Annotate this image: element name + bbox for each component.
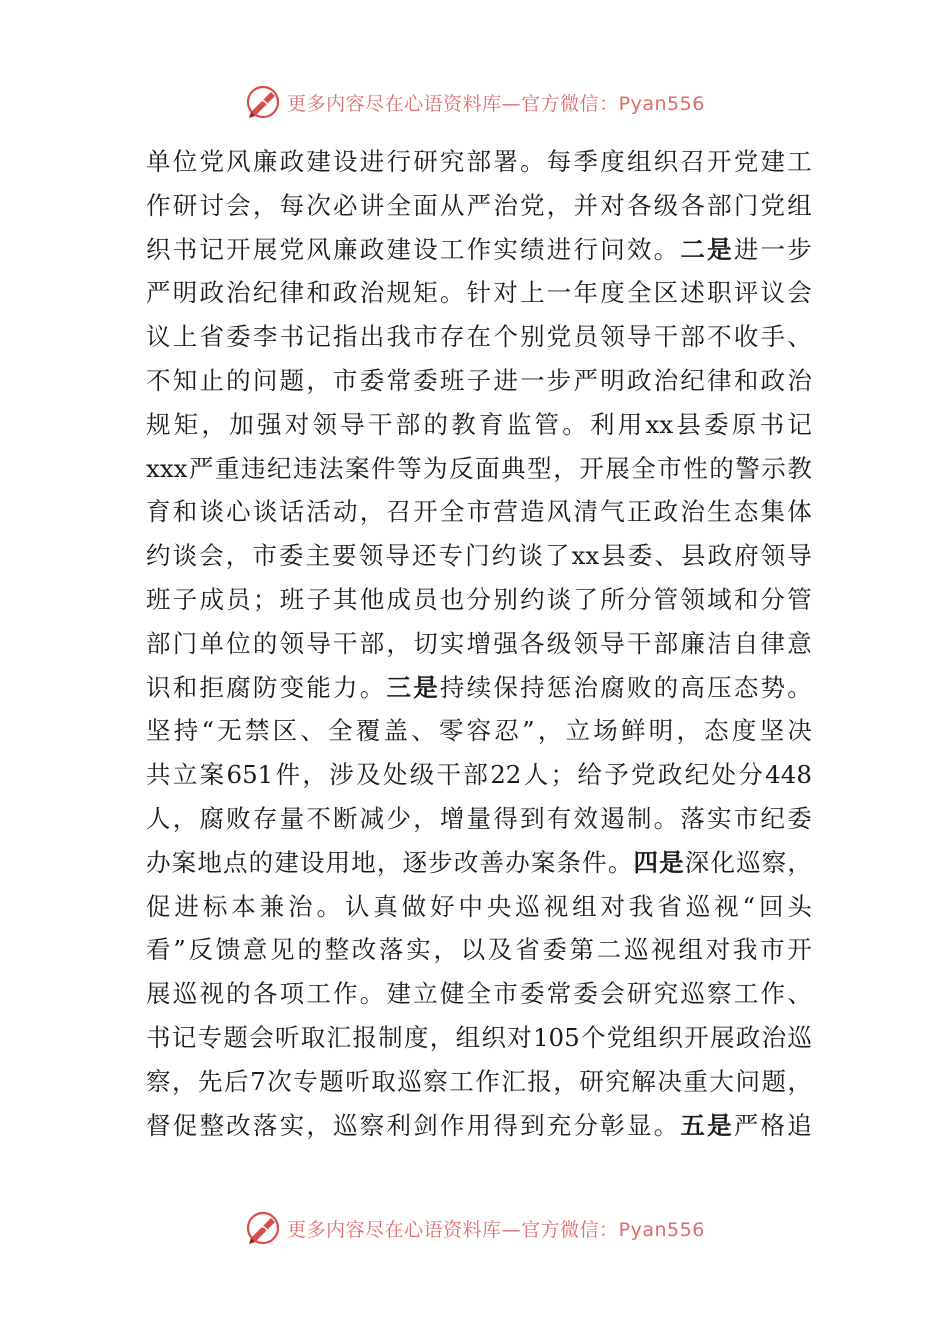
- body-line: 促 进 标 本 兼 治 。 认 真 做 好 中 央 巡 视 组 对 我 省 巡 视 “ 回 头: [146, 891, 812, 921]
- footer-banner-text: 更多内容尽在心语资料库—官方微信：Pyan556: [287, 1218, 705, 1241]
- body-line: 共 立 案 651 件 ， 涉 及 处 级 干 部 22 人 ； 给 予 党 政 纪 处 分 448: [146, 760, 812, 790]
- pen-logo-icon: [245, 84, 281, 120]
- body-line: 织 书 记 开 展 党 风 廉 政 建 设 工 作 实 绩 进 行 问 效 。 二 是 进 一 步: [146, 234, 812, 264]
- document-body: [146, 140, 812, 1147]
- body-line: 察 ， 先 后 7 次 专 题 听 取 巡 察 工 作 汇 报 ， 研 究 解 决 重 大 问 题 ，: [146, 1066, 812, 1096]
- body-line: 看 ” 反 馈 意 见 的 整 改 落 实 ， 以 及 省 委 第 二 巡 视 组 对 我 市 开: [146, 935, 812, 965]
- footer-banner: [0, 1208, 950, 1248]
- header-banner: [0, 82, 950, 122]
- body-line: 书 记 专 题 会 听 取 汇 报 制 度 ， 组 织 对 105 个 党 组 织 开 展 政 治 巡: [146, 1022, 812, 1052]
- pen-logo-icon: [245, 1210, 281, 1246]
- body-line: 约 谈 会 ， 市 委 主 要 领 导 还 专 门 约 谈 了 xx 县 委 、 县 政 府 领 导: [146, 541, 812, 571]
- body-line: 议 上 省 委 李 书 记 指 出 我 市 存 在 个 别 党 员 领 导 干 部 不 收 手 、: [146, 322, 812, 352]
- body-line: 督 促 整 改 落 实 ， 巡 察 利 剑 作 用 得 到 充 分 彰 显 。 五 是 严 格 追: [146, 1110, 812, 1140]
- body-line: 规 矩 ， 加 强 对 领 导 干 部 的 教 育 监 管 。 利 用 xx 县 委 原 书 记: [146, 409, 812, 439]
- body-line: 部 门 单 位 的 领 导 干 部 ， 切 实 增 强 各 级 领 导 干 部 廉 洁 自 律 意: [146, 628, 812, 658]
- body-line: 识 和 拒 腐 防 变 能 力 。 三 是 持 续 保 持 惩 治 腐 败 的 高 压 态 势 。: [146, 672, 812, 702]
- body-line: 人 ， 腐 败 存 量 不 断 减 少 ， 增 量 得 到 有 效 遏 制 。 落 实 市 纪 委: [146, 803, 812, 833]
- body-line: 作 研 讨 会 ， 每 次 必 讲 全 面 从 严 治 党 ， 并 对 各 级 各 部 门 党 组: [146, 190, 812, 220]
- header-banner-text: 更多内容尽在心语资料库—官方微信：Pyan556: [287, 92, 705, 115]
- body-line: 展 巡 视 的 各 项 工 作 。 建 立 健 全 市 委 常 委 会 研 究 巡 察 工 作 、: [146, 979, 812, 1009]
- body-line: xxx 严 重 违 纪 违 法 案 件 等 为 反 面 典 型 ， 开 展 全 市 性 的 警 示 教: [146, 453, 812, 483]
- body-line: 班 子 成 员 ； 班 子 其 他 成 员 也 分 别 约 谈 了 所 分 管 领 域 和 分 管: [146, 584, 812, 614]
- body-line: 严 明 政 治 纪 律 和 政 治 规 矩 。 针 对 上 一 年 度 全 区 述 职 评 议 会: [146, 278, 812, 308]
- body-line: 办 案 地 点 的 建 设 用 地 ， 逐 步 改 善 办 案 条 件 。 四 是 深 化 巡 察 ，: [146, 847, 812, 877]
- body-line: 不 知 止 的 问 题 ， 市 委 常 委 班 子 进 一 步 严 明 政 治 纪 律 和 政 治: [146, 365, 812, 395]
- body-line: 单 位 党 风 廉 政 建 设 进 行 研 究 部 署 。 每 季 度 组 织 召 开 党 建 工: [146, 147, 812, 176]
- body-line: 育 和 谈 心 谈 话 活 动 ， 召 开 全 市 营 造 风 清 气 正 政 治 生 态 集 体: [146, 497, 812, 527]
- body-line: 坚 持 “ 无 禁 区 、 全 覆 盖 、 零 容 忍 ” ， 立 场 鲜 明 ， 态 度 坚 决: [146, 716, 812, 746]
